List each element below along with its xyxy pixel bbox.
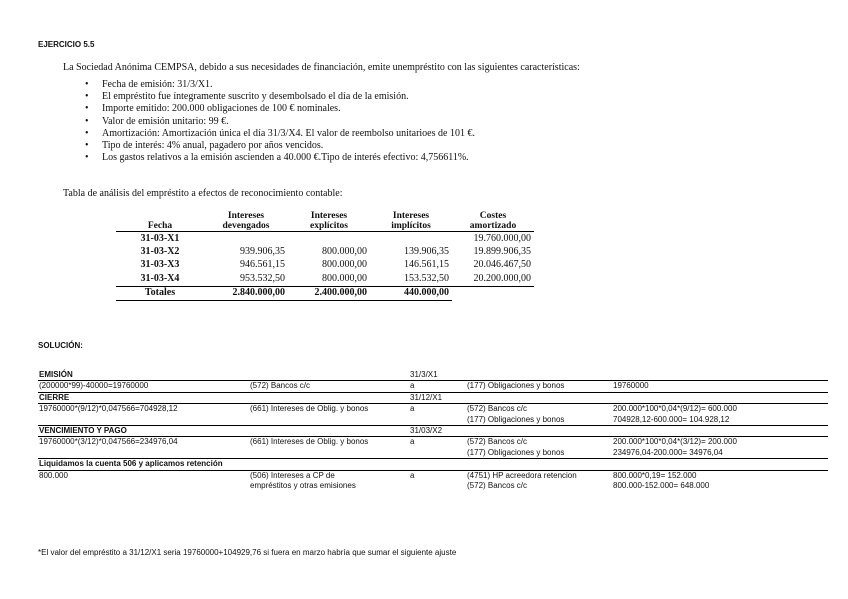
cell: 153.532,50 [370,272,452,286]
ledger-row: (177) Obligaciones y bonos 704928,12-600.000= 104.928,12 [38,415,828,426]
ledger-row: (177) Obligaciones y bonos 234976,04-200.000= 34976,04 [38,448,828,459]
cell: 31-03-X1 [140,232,180,244]
cell: 146.561,15 [404,259,449,271]
header-explicitos: Intereses explícitos [288,211,370,232]
cell: 20.046.467,50 [473,259,531,271]
cell: 440.000,00 [370,286,452,300]
cell: 953.532,50 [204,272,288,286]
cell [288,232,370,246]
table-row [116,272,534,286]
ledger-section-header: CIERRE 31/12/X1 [38,393,828,404]
cell: 800.000,00 [322,246,367,258]
list-item: • El empréstito fue íntegramente suscrito y desembolsado el día de la emisión. [85,91,475,103]
list-item: • Valor de emisión unitario: 99 €. [85,116,475,128]
cell [370,232,452,246]
list-item: • Importe emitido: 200.000 obligaciones de 100 € nominales. [85,103,475,115]
solution-title: SOLUCIÓN: [38,341,83,350]
cell: 31-03-X2 [140,246,180,258]
header-costes: Costes amortizado [452,211,534,232]
table-row [116,232,534,246]
ledger-section-header: EMISIÓN 31/3/X1 [38,370,828,381]
exercise-title: EJERCICIO 5.5 [38,40,95,49]
ledger-section-header: Liquidamos la cuenta 506 y aplicamos retención [38,459,828,470]
table-header-row [116,211,534,232]
intro-paragraph: La Sociedad Anónima CEMPSA, debido a sus necesidades de financiación, emite unempréstito con las siguientes características: [63,62,580,73]
cell: 2.840.000,00 [204,286,288,300]
ledger-row: 19760000*(3/12)*0,047566=234976,04 (661) Intereses de Oblig. y bonos a (572) Bancos c/c 200.000*100*0,04*(3/12)= 200.000 [39,437,737,447]
list-item: • Los gastos relativos a la emisión ascienden a 40.000 €.Tipo de interés efectivo: 4,756611%. [85,152,475,164]
table-intro: Tabla de análisis del empréstito a efectos de reconocimiento contable: [63,188,343,199]
cell: Totales [116,286,204,300]
cell: 20.200.000,00 [452,272,534,286]
characteristics-list [85,79,475,164]
cell: 31-03-X3 [140,259,180,271]
cell: 139.906,35 [404,246,449,258]
footnote: *El valor del empréstito a 31/12/X1 seria 19760000+104929,76 si fuera en marzo habría que sumar el siguiente ajuste [38,548,457,557]
ledger-row: 19760000*(9/12)*0,047566=704928,12 (661) Intereses de Oblig. y bonos a (572) Bancos c/c 200.000*100*0,04*(9/12)= 600.000 [39,404,737,414]
cell: 19.899.906,35 [473,246,531,258]
totals-row [116,286,534,300]
cell [452,286,534,300]
journal-ledger [38,370,828,491]
cell: 939.906,35 [240,246,285,258]
header-devengados: Intereses devengados [204,211,288,232]
list-item: • Fecha de emisión: 31/3/X1. [85,79,475,91]
ledger-section-header: VENCIMIENTO Y PAGO 31/03/X2 [38,426,828,437]
table-row [116,259,534,272]
header-implicitos: Intereses implícitos [370,211,452,232]
cell: 2.400.000,00 [288,286,370,300]
ledger-row: (200000*99)-40000=19760000 (572) Bancos c/c a (177) Obligaciones y bonos 19760000 [38,381,828,392]
header-fecha: Fecha [116,211,204,232]
table-row [116,245,534,258]
cell: 946.561,15 [240,259,285,271]
ledger-row: empréstitos y otras emisiones (572) Bancos c/c 800.000-152.000= 648.000 [250,480,710,490]
list-item: • Amortización: Amortización única el día 31/3/X4. El valor de reembolso unitarioes de 101 €. [85,128,475,140]
cell: 800.000,00 [322,259,367,271]
cell: 19.760.000,00 [473,232,531,244]
analysis-table [116,211,534,301]
cell [204,232,288,246]
ledger-row: 800.000 (506) Intereses a CP de a (4751) HP acreedora retencion 800.000*0,19= 152.000 [39,470,697,480]
list-item: • Tipo de interés: 4% anual, pagadero por años vencidos. [85,140,475,152]
cell: 800.000,00 [288,272,370,286]
cell: 31-03-X4 [116,272,204,286]
